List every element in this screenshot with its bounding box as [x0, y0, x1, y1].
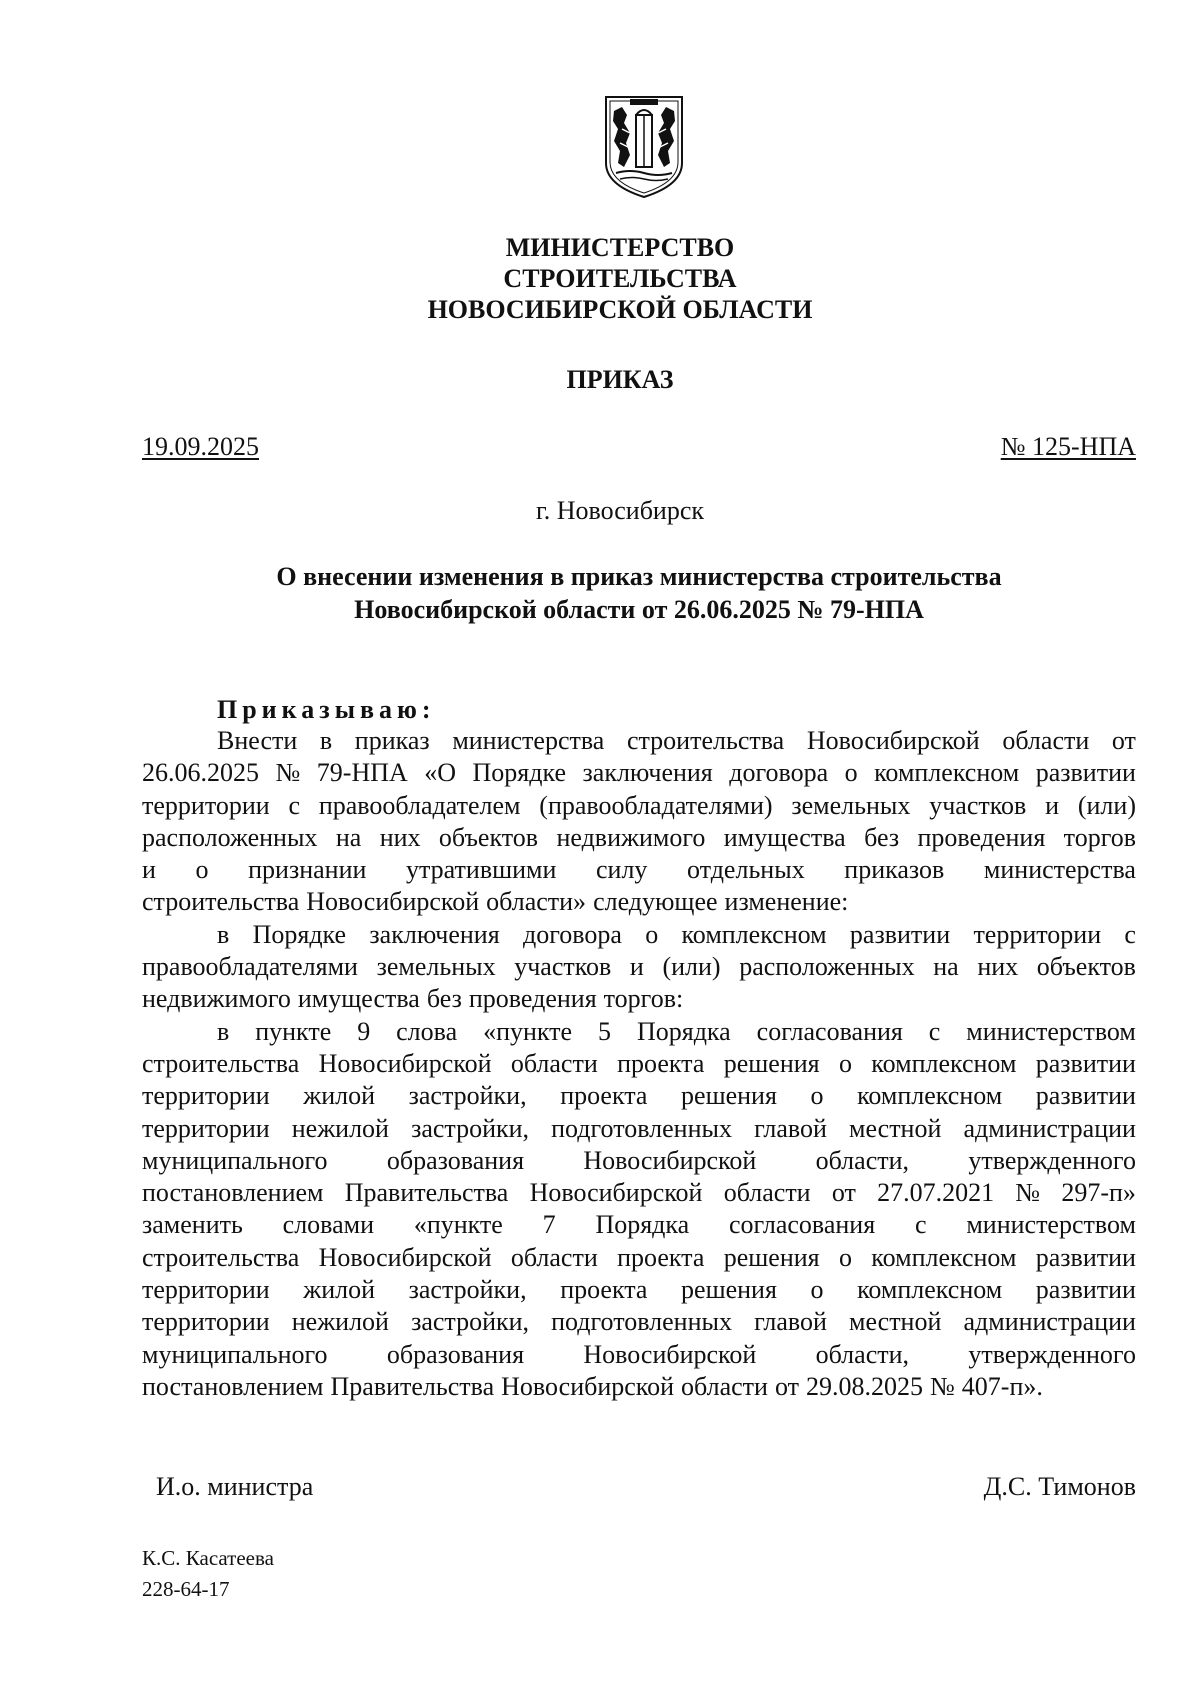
body-word: объектов [438, 822, 539, 852]
body-word: Новосибирской [318, 1242, 492, 1272]
body-word: от [1111, 726, 1136, 755]
body-word: муниципального [142, 1339, 328, 1369]
body-line [142, 951, 1136, 983]
body-word: с [288, 790, 301, 820]
body-word: области [510, 1048, 598, 1078]
body-word: объектов [1036, 952, 1136, 982]
body-line [142, 983, 1136, 1015]
body-line [142, 1274, 1136, 1306]
body-word: участков [929, 790, 1027, 820]
body-word: Новосибирской [501, 1371, 675, 1401]
body-word: проекта [560, 1275, 648, 1305]
body-word: решения [681, 1275, 777, 1305]
executor-phone: 228-64-17 [142, 1577, 230, 1601]
body-word: развитии [1035, 1081, 1136, 1111]
body-word: договора [522, 919, 622, 949]
body-line [142, 1048, 1136, 1080]
body-word: развитии [1035, 1275, 1136, 1305]
body-word: них [977, 952, 1019, 982]
body-word: участков [514, 952, 612, 982]
body-word: застройки, [408, 1275, 527, 1305]
body-word: правообладателем [318, 790, 521, 820]
body-word: слова [396, 1016, 458, 1046]
body-word: решения [723, 1242, 820, 1272]
body-word: Внести [217, 726, 298, 755]
body-word: подготовленных [551, 1113, 732, 1143]
body-word: них [379, 822, 421, 852]
body-word: № [1015, 1178, 1041, 1208]
body-word: недвижимого [142, 984, 291, 1014]
body-word: Порядке [252, 919, 347, 949]
body-word: главой [754, 1113, 827, 1143]
body-word: договора [729, 758, 829, 788]
document-type: ПРИКАЗ [566, 365, 674, 394]
body-word: «пункте [413, 1210, 503, 1240]
order-word: Приказываю: [217, 695, 436, 724]
body-word: области [1002, 726, 1090, 755]
body-word: проведения [468, 984, 597, 1014]
body-word: торгов [1063, 822, 1136, 852]
body-word: с [1124, 919, 1136, 949]
body-word: комплексном [871, 1048, 1017, 1078]
body-word: Новосибирской [583, 1145, 757, 1175]
body-word: министерства [452, 726, 605, 755]
body-word: о [838, 1048, 852, 1078]
body-word: строительства [142, 887, 300, 917]
body-word: развитии [1035, 1048, 1136, 1078]
body-word: имущества [297, 984, 420, 1014]
body-word: на [933, 952, 959, 982]
body-word: муниципального [142, 1145, 328, 1175]
body-word: заключения [369, 919, 500, 949]
body-word: и [1045, 790, 1060, 820]
body-word: силу [596, 855, 648, 885]
body-word: 9 [357, 1016, 371, 1046]
document-city: г. Новосибирск [535, 496, 705, 525]
body-word: заключения [582, 758, 713, 788]
body-word: 297-п» [1061, 1178, 1136, 1208]
body-word: Правительства [344, 1178, 509, 1208]
body-word: Порядке [472, 758, 567, 788]
body-word: 27.07.2021 [877, 1178, 995, 1208]
body-word: расположенных [142, 822, 318, 852]
body-word: области, [815, 1339, 910, 1369]
body-word: земельных [791, 790, 911, 820]
body-word: 5 [598, 1016, 612, 1046]
body-word: в [319, 726, 333, 755]
body-word: с [928, 1016, 941, 1046]
body-word: от [774, 1371, 799, 1401]
body-word: территории [142, 1081, 270, 1111]
body-word: признании [248, 855, 367, 885]
body-word: Новосибирской [529, 1178, 703, 1208]
ministry-name-line: МИНИСТЕРСТВО [505, 233, 735, 262]
body-line [142, 790, 1136, 822]
body-word: комплексном [681, 919, 827, 949]
body-word: о [844, 758, 858, 788]
body-word: министерством [966, 1210, 1136, 1240]
body-line [142, 1177, 1136, 1209]
body-word: 407-п». [961, 1371, 1043, 1401]
body-line [142, 1371, 1136, 1403]
body-word: комплексном [871, 1242, 1017, 1272]
body-word: и [629, 952, 644, 982]
body-line [142, 1339, 1136, 1371]
body-word: развитии [1035, 1242, 1136, 1272]
body-word: изменение: [724, 887, 849, 917]
body-word: решения [681, 1081, 777, 1111]
body-line [142, 1080, 1136, 1112]
body-word: Новосибирской [806, 726, 980, 755]
body-word: утратившими [406, 855, 557, 885]
body-word: развитии [849, 919, 951, 949]
body-word: (или) [662, 952, 721, 982]
body-word: без [426, 984, 462, 1014]
body-word: области [681, 1371, 768, 1401]
body-word: недвижимого [556, 822, 706, 852]
body-word: подготовленных [551, 1307, 732, 1337]
body-word: Порядка [595, 1210, 690, 1240]
body-word: территории [142, 1113, 270, 1143]
body-word: застройки, [408, 1081, 527, 1111]
body-word: жилой [303, 1081, 376, 1111]
body-word: местной [849, 1307, 942, 1337]
body-word: области [723, 1178, 811, 1208]
coat-of-arms-icon [600, 93, 688, 201]
body-word: министерством [966, 1016, 1136, 1046]
body-word: согласования [728, 1210, 876, 1240]
subject-line: Новосибирской области от 26.06.2025 № 79-НПА [354, 595, 924, 624]
body-word: развитии [1035, 758, 1136, 788]
body-word: администрации [963, 1113, 1136, 1143]
body-word: о [810, 1275, 824, 1305]
body-word: на [335, 822, 362, 852]
body-word: о [838, 1242, 852, 1272]
body-word: правообладателями [142, 952, 358, 982]
body-line [142, 919, 1136, 951]
body-word: области [510, 1242, 598, 1272]
body-word: согласования [756, 1016, 903, 1046]
body-word: приказ [354, 726, 430, 755]
body-word: пункте [255, 1016, 332, 1046]
body-word: области, [815, 1145, 910, 1175]
body-word: Правительства [330, 1371, 495, 1401]
body-word: застройки, [411, 1307, 530, 1337]
body-word: строительства [142, 1242, 300, 1272]
body-line [142, 1145, 1136, 1177]
body-line [142, 1113, 1136, 1145]
body-word: проведения [917, 822, 1046, 852]
body-word: комплексном [857, 1275, 1003, 1305]
body-word: проекта [560, 1081, 648, 1111]
body-word: утвержденного [968, 1339, 1136, 1369]
body-word: жилой [303, 1275, 376, 1305]
body-word: заменить [142, 1210, 243, 1240]
document-body [142, 725, 1136, 1403]
body-word: области» [486, 887, 587, 917]
body-word: в [217, 919, 230, 949]
coat-of-arms-emblem [600, 93, 688, 201]
body-word: о [195, 855, 209, 885]
body-word: главой [754, 1307, 827, 1337]
body-word: местной [849, 1113, 942, 1143]
signer-title: И.о. министра [156, 1472, 314, 1501]
body-word: образования [386, 1339, 525, 1369]
body-word: образования [386, 1145, 525, 1175]
body-word: Новосибирской [318, 1048, 492, 1078]
body-word: о [810, 1081, 824, 1111]
body-word: с [914, 1210, 927, 1240]
document-date: 19.09.2025 [142, 432, 259, 461]
body-line [142, 886, 1136, 918]
body-word: территории [142, 1307, 270, 1337]
body-word: застройки, [411, 1113, 530, 1143]
body-word: «О [424, 758, 457, 788]
body-word: отдельных [687, 855, 805, 885]
document-number: № 125-НПА [1000, 432, 1136, 461]
body-word: Новосибирской [583, 1339, 757, 1369]
body-word: строительства [142, 1048, 300, 1078]
body-line [142, 854, 1136, 886]
body-word: (или) [1077, 790, 1136, 820]
body-word: 26.06.2025 [142, 758, 259, 788]
body-line [142, 1209, 1136, 1241]
body-word: расположенных [739, 952, 915, 982]
signer-name: Д.С. Тимонов [983, 1472, 1136, 1501]
body-word: следующее [593, 887, 718, 917]
body-word: территории [973, 919, 1102, 949]
body-word: территории [142, 790, 270, 820]
ministry-name-line: НОВОСИБИРСКОЙ ОБЛАСТИ [427, 295, 813, 324]
body-word: министерства [983, 855, 1136, 885]
body-word: имущества [723, 822, 846, 852]
body-word: № [275, 758, 301, 788]
body-word: 79-НПА [316, 758, 408, 788]
body-line [142, 725, 1136, 757]
body-word: комплексном [857, 1081, 1003, 1111]
body-word: решения [723, 1048, 820, 1078]
executor-name: К.С. Касатеева [142, 1546, 274, 1570]
body-word: территории [142, 1275, 270, 1305]
body-word: 29.08.2025 [805, 1371, 923, 1401]
body-word: строительства [626, 726, 785, 755]
document-subject [142, 560, 1136, 626]
body-word: постановлением [142, 1178, 324, 1208]
body-word: нежилой [291, 1307, 389, 1337]
body-word: нежилой [291, 1113, 389, 1143]
body-word: и [142, 855, 156, 885]
ministry-name-line: СТРОИТЕЛЬСТВА [503, 264, 737, 293]
body-word: № [929, 1371, 955, 1401]
body-word: утвержденного [968, 1145, 1136, 1175]
body-word: проекта [617, 1048, 705, 1078]
body-word: (правообладателями) [539, 790, 773, 820]
body-word: постановлением [142, 1371, 324, 1401]
body-word: в [217, 1016, 230, 1046]
body-word: Порядка [636, 1016, 731, 1046]
body-word: о [645, 919, 659, 949]
body-word: словами [282, 1210, 375, 1240]
body-line [142, 1242, 1136, 1274]
body-word: комплексном [874, 758, 1020, 788]
body-word: земельных [376, 952, 496, 982]
body-word: приказов [844, 855, 945, 885]
body-line [142, 757, 1136, 789]
body-line [142, 1016, 1136, 1048]
body-line [142, 1306, 1136, 1338]
body-word: от [831, 1178, 856, 1208]
body-word: без [864, 822, 900, 852]
body-word: Новосибирской [306, 887, 480, 917]
ministry-name [0, 232, 1200, 325]
body-line [142, 822, 1136, 854]
body-word: 7 [542, 1210, 556, 1240]
body-word: торгов: [603, 984, 684, 1014]
body-word: проекта [617, 1242, 705, 1272]
body-word: администрации [963, 1307, 1136, 1337]
body-word: «пункте [483, 1016, 573, 1046]
subject-line: О внесении изменения в приказ министерства строительства [276, 562, 1002, 591]
